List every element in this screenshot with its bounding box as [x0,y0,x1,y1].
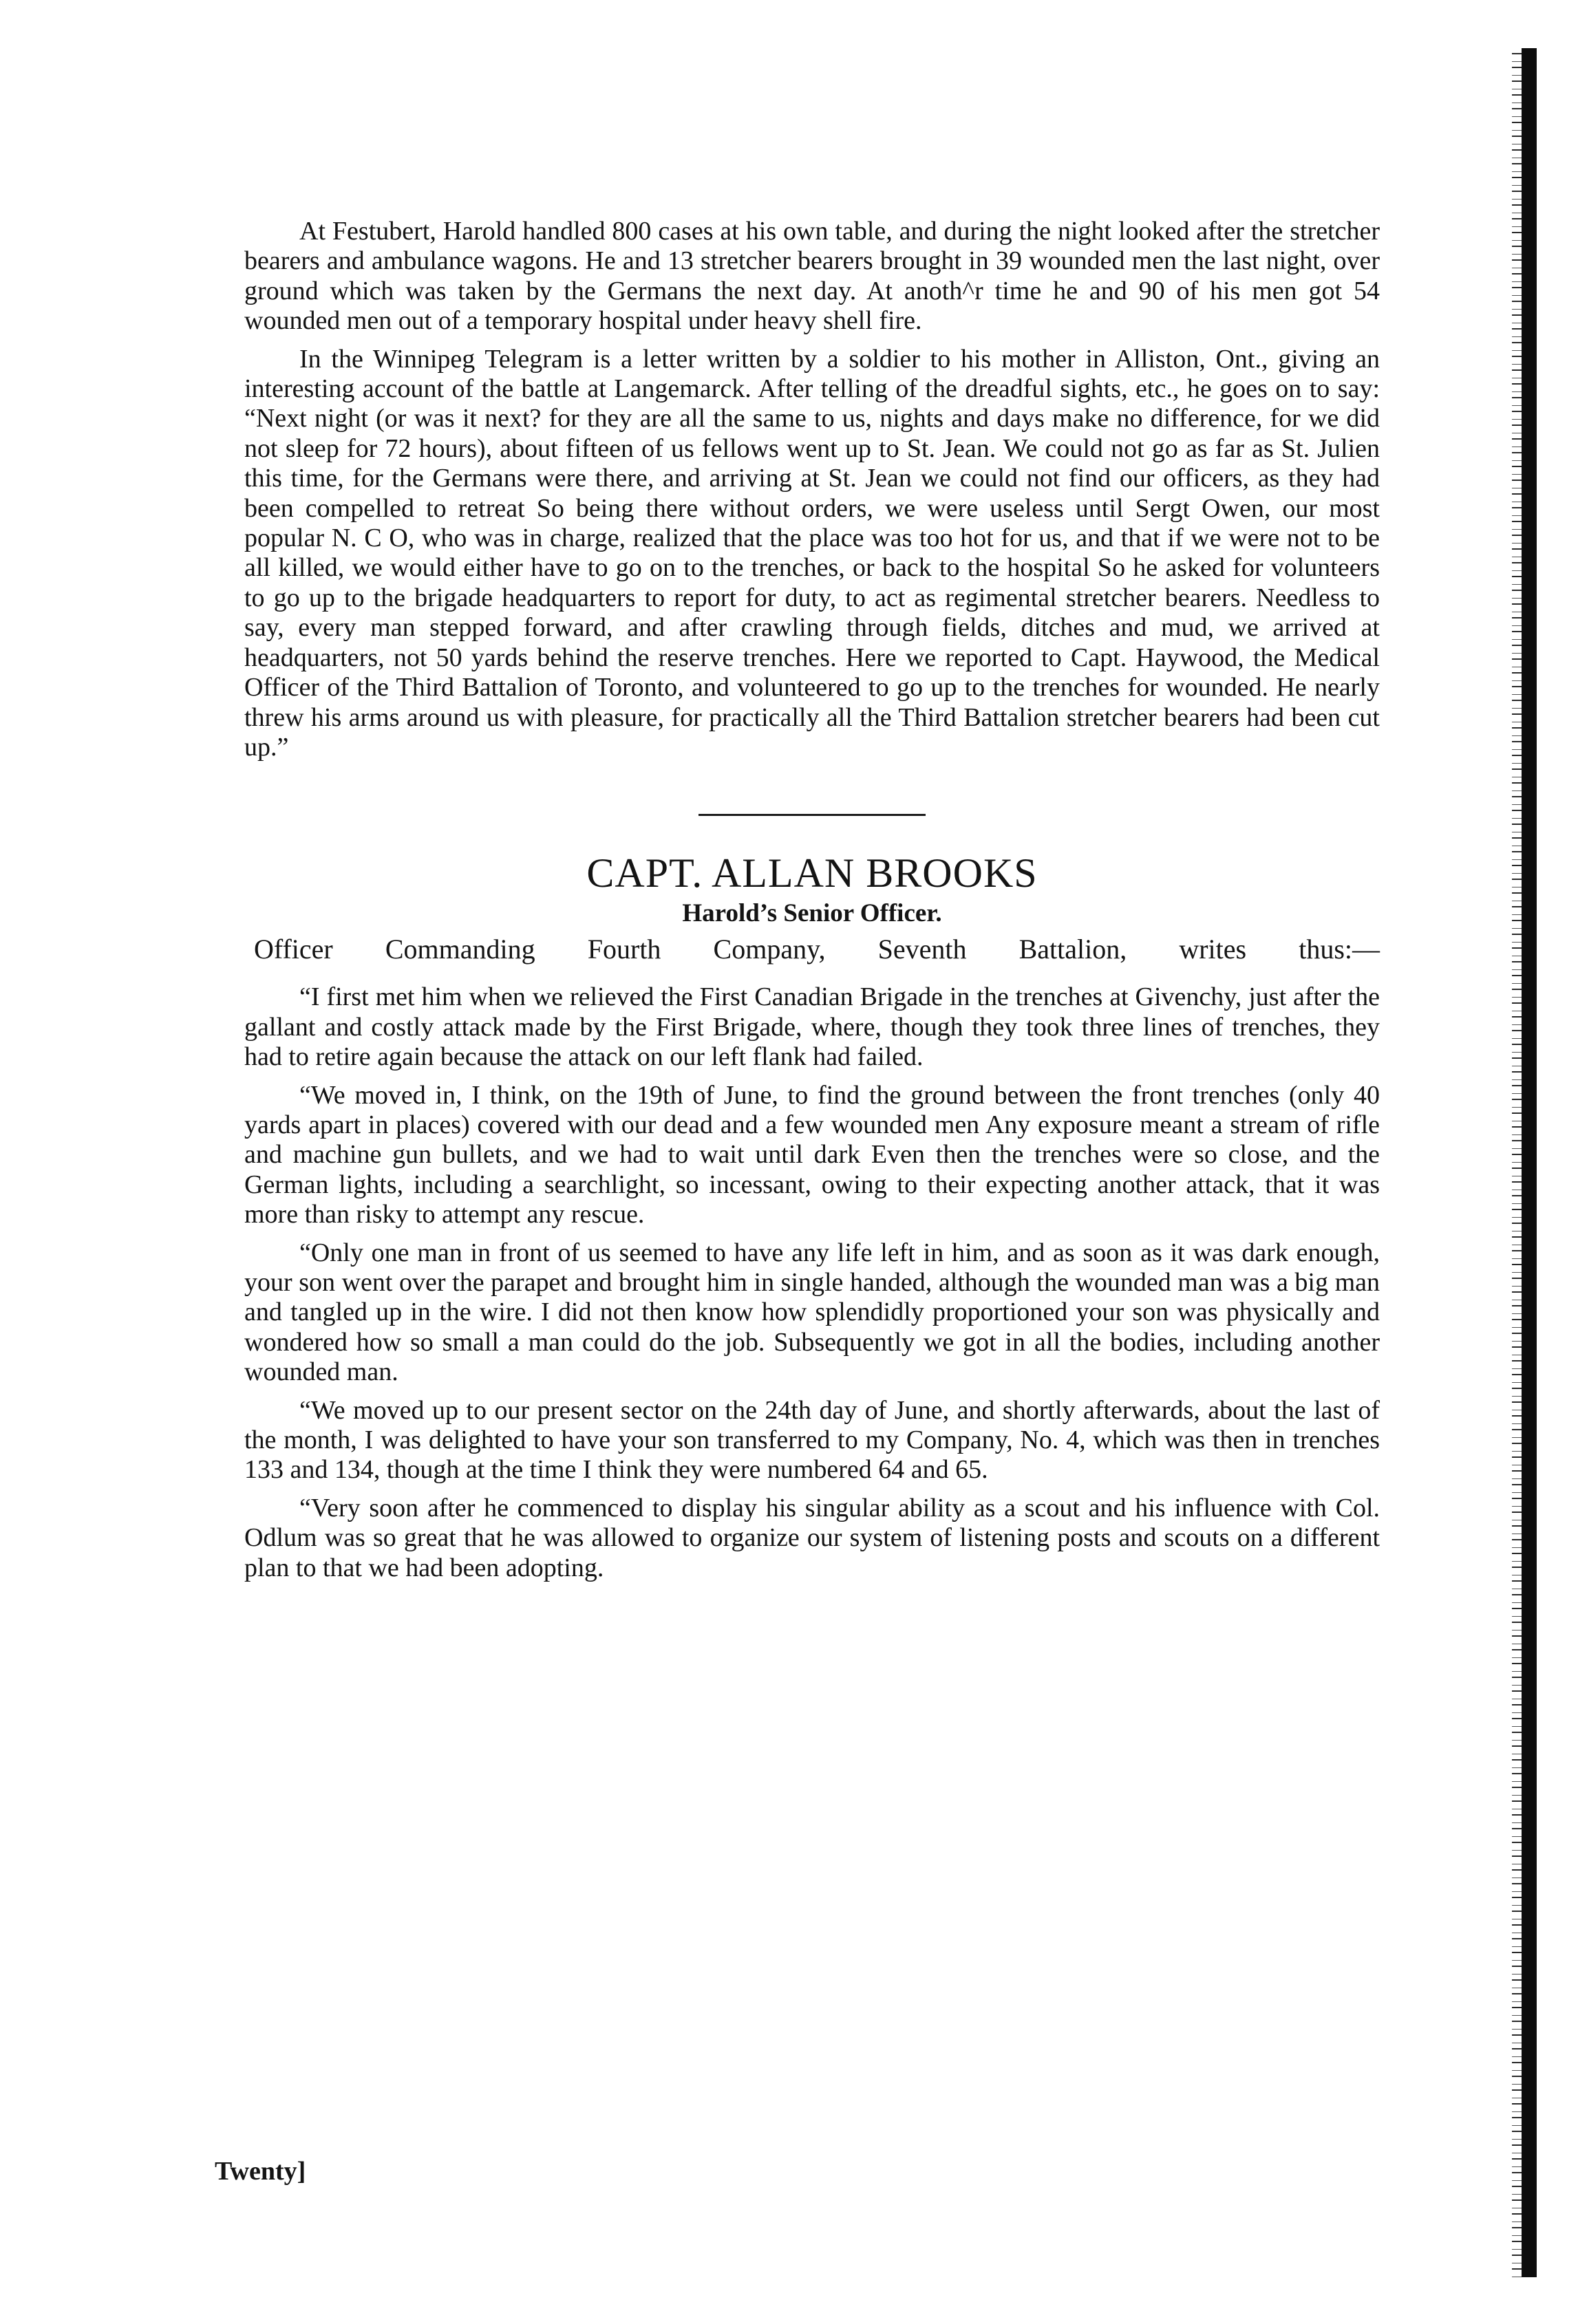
text-column [244,217,1380,1591]
section-divider [698,814,926,816]
scan-edge-fringe [1512,48,1522,2277]
paragraph-winnipeg-telegram-letter: In the Winnipeg Telegram is a letter written by a soldier to his mother in Alliston, Ont., giving an interesting account of the battle at Langemarck. After telling of the dreadful sights, etc., he goes on to say: “Next night (or was it next? for they are all the same to us, nights and days make no difference, for we did not sleep for 72 hours), about fifteen of us fellows went up to St. Jean. We could not go as far as St. Julien this time, for the Germans were there, and arriving at St. Jean we could not find our officers, as they had been compelled to retreat So being there without orders, we were useless until Sergt Owen, our most popular N. C O, who was in charge, realized that the place was too hot for us, and that if we were not to be all killed, we would either have to go on to the trenches, or back to the hospital So he asked for volunteers to go up to the brigade headquarters to report for duty, to act as regimental stretcher bearers. Needless to say, every man stepped forward, and after crawling through fields, ditches and mud, we arrived at headquarters, not 50 yards behind the reserve trenches. Here we reported to Capt. Haywood, the Medical Officer of the Third Battalion of Toronto, and volunteered to go up to the trenches for wounded. He nearly threw his arms around us with pleasure, for practically all the Third Battalion stretcher bearers had been cut up.” [244,344,1380,762]
paragraph-festubert: At Festubert, Harold handled 800 cases at his own table, and during the night looked after the stretcher bearers and ambulance wagons. He and 13 stretcher bearers brought in 39 wounded men the last night, over ground which was taken by the Germans the next day. At anoth^r time he and 90 of his men got 54 wounded men out of a temporary hospital under heavy shell fire. [244,217,1380,336]
page-number-footer: Twenty] [215,2157,306,2186]
letter-paragraph: “Only one man in front of us seemed to have any life left in him, and as soon as it was dark enough, your son went over the parapet and brought him in single handed, although the wounded man was a big man and tangled up in the wire. I did not then know how splendidly proportioned your son was physically and wondered how so small a man could do the job. Subsequently we got in all the bodies, including another wounded man. [244,1238,1380,1387]
letter-paragraph: “We moved up to our present sector on the 24th day of June, and shortly afterwards, about the last of the month, I was delighted to have your son transferred to my Company, No. 4, which was then in trenches 133 and 134, though at the time I think they were numbered 64 and 65. [244,1395,1380,1485]
letter-paragraph: “I first met him when we relieved the First Canadian Brigade in the trenches at Givenchy, just after the gallant and costly attack made by the First Brigade, where, though they took three lines of trenches, they had to retire again because the attack on our left flank had failed. [244,982,1380,1072]
scan-edge-band [1522,48,1537,2277]
scan-edge-shadow [1512,48,1546,2277]
letter-paragraph: “Very soon after he commenced to display his singular ability as a scout and his influence with Col. Odlum was so great that he was allowed to organize our system of listening posts and scouts on a different plan to that we had been adopting. [244,1493,1380,1582]
section-title: CAPT. ALLAN BROOKS [586,850,1038,896]
section-intro: Officer Commanding Fourth Company, Seventh Battalion, writes thus:— [254,934,1380,965]
letter-paragraph: “We moved in, I think, on the 19th of June, to find the ground between the front trenches (only 40 yards apart in places) covered with our dead and a few wounded men Any exposure meant a stream of rifle and machine gun bullets, and we had to wait until dark Even then the trenches were so close, and the German lights, including a searchlight, so incessant, owing to their expecting another attack, that it was more than risky to attempt any rescue. [244,1080,1380,1229]
section-subtitle: Harold’s Senior Officer. [682,899,942,928]
